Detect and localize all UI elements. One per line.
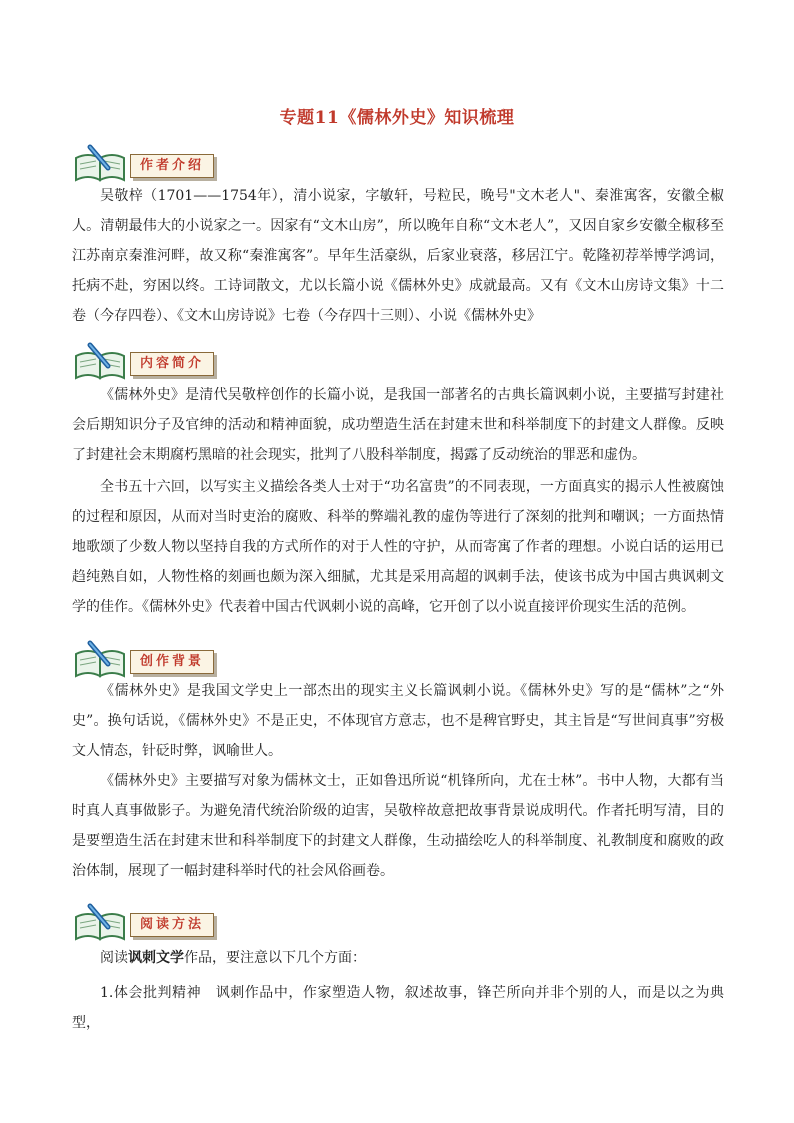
reading-intro-before: 阅读 bbox=[100, 950, 128, 966]
section-label: 创作背景 bbox=[130, 650, 214, 674]
reading-intro-after: 作品，要注意以下几个方面： bbox=[184, 950, 366, 966]
reading-intro bbox=[72, 943, 724, 973]
page-title: 专题11《儒林外史》知识梳理 bbox=[279, 108, 515, 128]
book-pen-icon bbox=[72, 903, 128, 943]
section-label: 阅读方法 bbox=[130, 913, 214, 937]
section-header-summary bbox=[72, 342, 232, 382]
summary-paragraph: 《儒林外史》是清代吴敬梓创作的长篇小说，是我国一部著名的古典长篇讽刺小说，主要描写封建社会后期知识分子及官绅的活动和精神面貌，成功塑造生活在封建末世和科举制度下的封建文人群像。反映了封建社会末期腐朽黑暗的社会现实，批判了八股科举制度，揭露了反动统治的罪恶和虚伪。 bbox=[72, 387, 724, 463]
section-header-background bbox=[72, 640, 232, 680]
book-pen-icon bbox=[72, 342, 128, 382]
section-label: 作者介绍 bbox=[130, 154, 214, 178]
section-header-author bbox=[72, 144, 232, 184]
summary-paragraph: 全书五十六回，以写实主义描绘各类人士对于“功名富贵”的不同表现，一方面真实的揭示人性被腐蚀的过程和原因，从而对当时吏治的腐败、科举的弊端礼教的虚伪等进行了深刻的批判和嘲讽；一方面热情地歌颂了少数人物以坚持自我的方式所作的对于人性的守护，从而寄寓了作者的理想。小说白话的运用已趋纯熟自如，人物性格的刻画也颇为深入细腻，尤其是采用高超的讽刺手法，使该书成为中国古典讽刺文学的佳作。《儒林外史》代表着中国古代讽刺小说的高峰，它开创了以小说直接评价现实生活的范例。 bbox=[72, 479, 724, 615]
background-paragraph: 《儒林外史》主要描写对象为儒林文士，正如鲁迅所说“机锋所向，尤在士林”。书中人物，大都有当时真人真事做影子。为避免清代统治阶级的迫害，吴敬梓故意把故事背景说成明代。作者托明写清，目的是要塑造生活在封建末世和科举制度下的封建文人群像，生动描绘吃人的科举制度、礼教制度和腐败的政治体制，展现了一幅封建科举时代的社会风俗画卷。 bbox=[72, 773, 724, 879]
section-header-reading bbox=[72, 903, 232, 943]
book-pen-icon bbox=[72, 640, 128, 680]
author-paragraph: 吴敬梓（1701——1754年），清小说家，字敏轩，号粒民，晚号"文木老人"、秦淮寓客，安徽全椒人。清朝最伟大的小说家之一。因家有“文木山房”，所以晚年自称“文木老人”，又因自家乡安徽全椒移至江苏南京秦淮河畔，故又称“秦淮寓客”。早年生活豪纵，后家业衰落，移居江宁。乾隆初荐举博学鸿词，托病不赴，穷困以终。工诗词散文，尤以长篇小说《儒林外史》成就最高。又有《文木山房诗文集》十二卷（今存四卷）、《文木山房诗说》七卷（今存四十三则）、小说《儒林外史》 bbox=[72, 188, 724, 324]
reading-item-1 bbox=[72, 978, 724, 1038]
reading-intro-bold: 讽刺文学 bbox=[128, 950, 184, 966]
book-pen-icon bbox=[72, 144, 128, 184]
section-label: 内容简介 bbox=[130, 352, 214, 376]
reading-item-1-title: 1.体会批判精神 bbox=[100, 985, 202, 1001]
background-paragraph: 《儒林外史》是我国文学史上一部杰出的现实主义长篇讽刺小说。《儒林外史》写的是“儒林”之“外史”。换句话说，《儒林外史》不是正史，不体现官方意志，也不是稗官野史，其主旨是“写世间真事”穷极文人情态，针砭时弊，讽喻世人。 bbox=[72, 683, 724, 759]
reading-item-1-text: 讽刺作品中，作家塑造人物，叙述故事，锋芒所向并非个别的人，而是以之为典型， bbox=[72, 985, 725, 1031]
